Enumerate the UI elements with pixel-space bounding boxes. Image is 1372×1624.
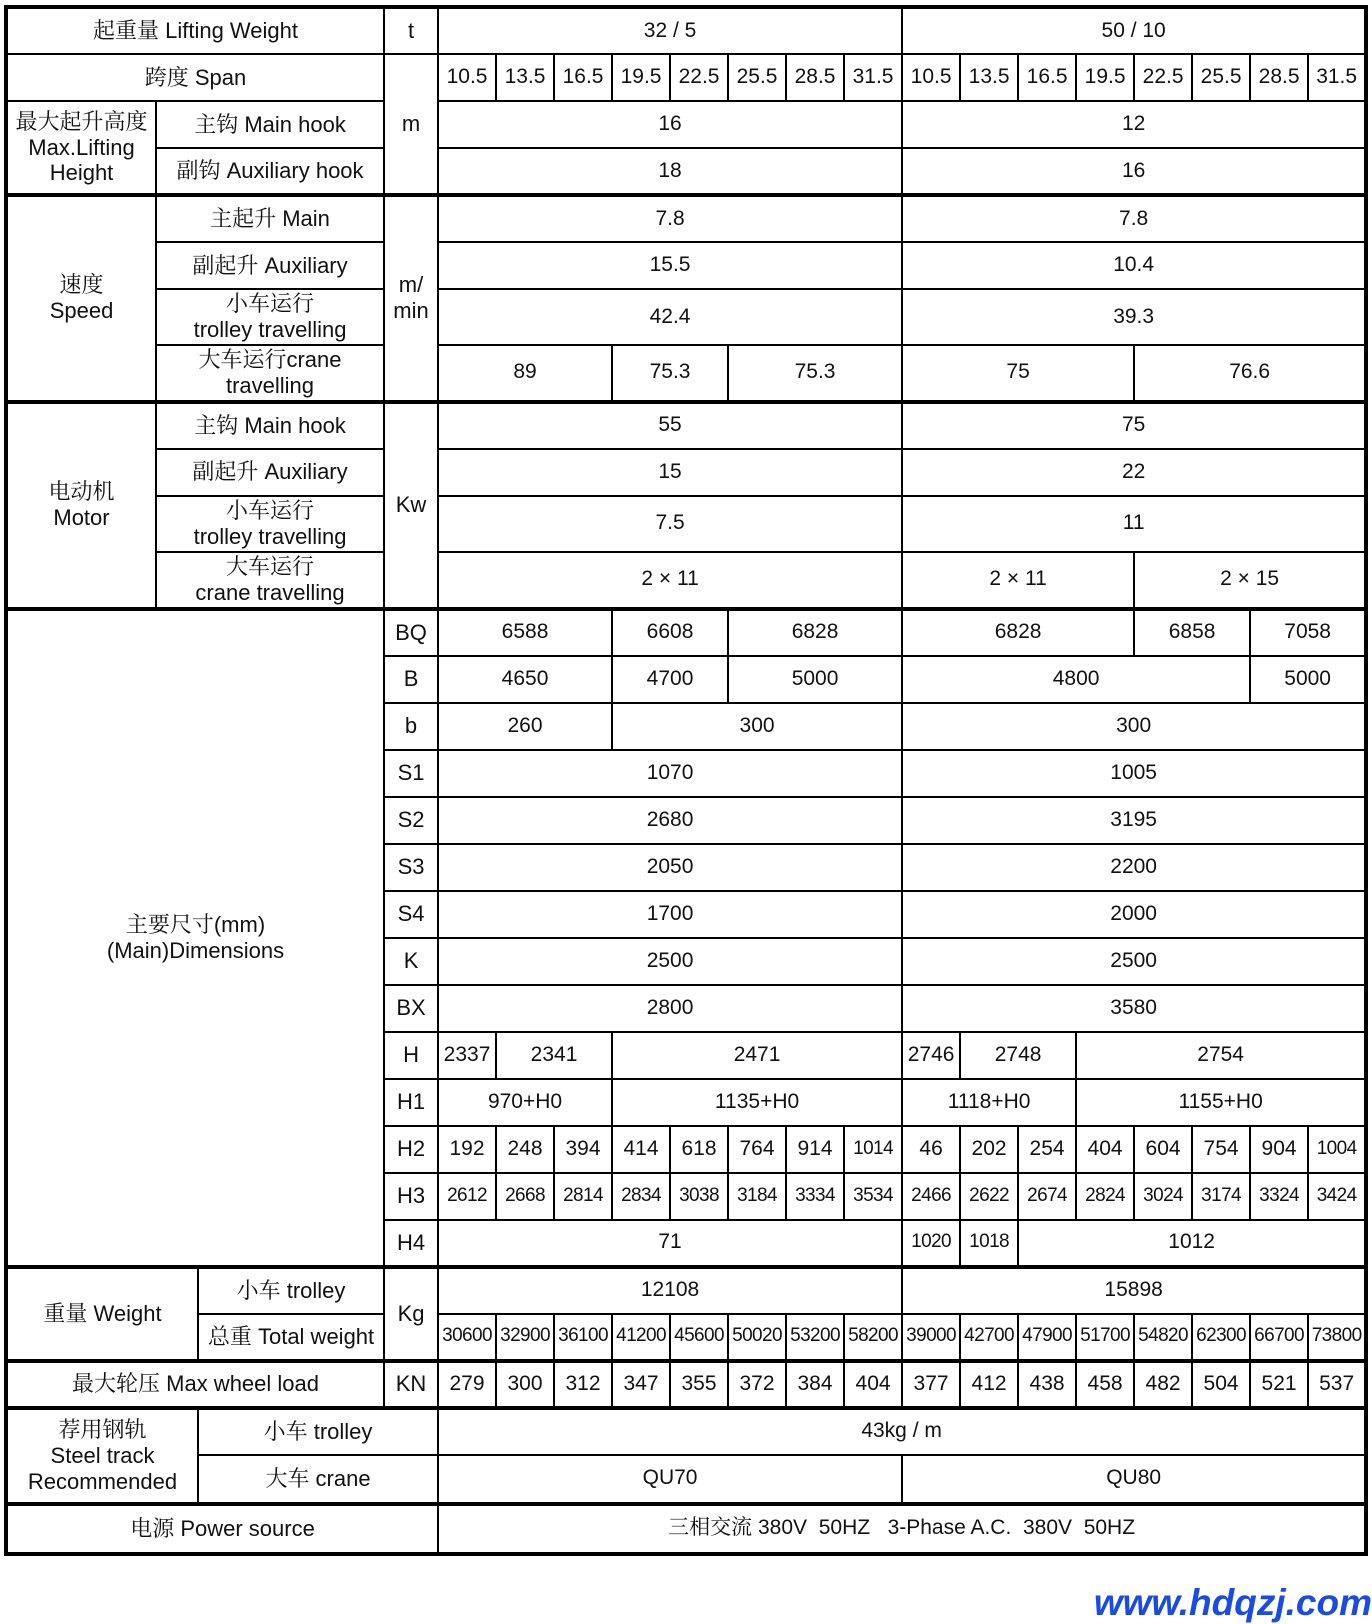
- spec-value-cell: 43kg / m: [438, 1408, 1366, 1455]
- spec-value-cell: 12: [902, 101, 1366, 148]
- spec-label-cell: 主要尺寸(mm) (Main)Dimensions: [6, 609, 384, 1267]
- spec-value-cell: 5000: [1250, 656, 1366, 703]
- spec-value-cell: 71: [438, 1220, 902, 1267]
- spec-value-cell: 16: [902, 148, 1366, 195]
- spec-value-cell: 1135+H0: [612, 1079, 902, 1126]
- spec-value-cell: 2668: [496, 1173, 554, 1220]
- spec-label-cell: H1: [384, 1079, 438, 1126]
- spec-value-cell: 1004: [1308, 1126, 1366, 1173]
- spec-value-cell: 2800: [438, 985, 902, 1032]
- spec-value-cell: 2814: [554, 1173, 612, 1220]
- spec-value-cell: 58200: [844, 1314, 902, 1361]
- spec-value-cell: 6588: [438, 609, 612, 656]
- spec-value-cell: 89: [438, 345, 612, 402]
- spec-value-cell: 11: [902, 496, 1366, 552]
- spec-value-cell: 22.5: [1134, 54, 1192, 101]
- spec-label-cell: H2: [384, 1126, 438, 1173]
- spec-value-cell: 16.5: [554, 54, 612, 101]
- spec-value-cell: 202: [960, 1126, 1018, 1173]
- spec-label-cell: 重量 Weight: [6, 1267, 198, 1361]
- spec-value-cell: 6828: [902, 609, 1134, 656]
- spec-value-cell: 2466: [902, 1173, 960, 1220]
- spec-value-cell: 22.5: [670, 54, 728, 101]
- spec-value-cell: 15: [438, 449, 902, 496]
- spec-value-cell: 7.5: [438, 496, 902, 552]
- spec-value-cell: 13.5: [496, 54, 554, 101]
- spec-value-cell: 2746: [902, 1032, 960, 1079]
- spec-value-cell: 1070: [438, 750, 902, 797]
- spec-label-cell: 电源 Power source: [6, 1504, 438, 1554]
- spec-value-cell: 2341: [496, 1032, 612, 1079]
- spec-value-cell: 377: [902, 1361, 960, 1408]
- spec-value-cell: 1018: [960, 1220, 1018, 1267]
- spec-value-cell: 6608: [612, 609, 728, 656]
- spec-value-cell: 754: [1192, 1126, 1250, 1173]
- spec-value-cell: 19.5: [612, 54, 670, 101]
- spec-value-cell: 3024: [1134, 1173, 1192, 1220]
- spec-label-cell: Kw: [384, 402, 438, 609]
- spec-value-cell: 618: [670, 1126, 728, 1173]
- spec-value-cell: 404: [1076, 1126, 1134, 1173]
- spec-label-cell: m/ min: [384, 195, 438, 402]
- spec-value-cell: 32 / 5: [438, 7, 902, 54]
- spec-value-cell: 3534: [844, 1173, 902, 1220]
- spec-value-cell: 7.8: [902, 195, 1366, 242]
- spec-value-cell: 6828: [728, 609, 902, 656]
- spec-value-cell: 41200: [612, 1314, 670, 1361]
- spec-label-cell: 主钩 Main hook: [156, 101, 384, 148]
- spec-value-cell: 47900: [1018, 1314, 1076, 1361]
- spec-label-cell: 起重量 Lifting Weight: [6, 7, 384, 54]
- spec-value-cell: 384: [786, 1361, 844, 1408]
- spec-value-cell: 66700: [1250, 1314, 1308, 1361]
- spec-label-cell: S4: [384, 891, 438, 938]
- spec-value-cell: QU80: [902, 1455, 1366, 1504]
- spec-value-cell: 3424: [1308, 1173, 1366, 1220]
- spec-label-cell: S2: [384, 797, 438, 844]
- spec-value-cell: 248: [496, 1126, 554, 1173]
- spec-value-cell: 300: [902, 703, 1366, 750]
- spec-value-cell: 16: [438, 101, 902, 148]
- spec-value-cell: 2 × 15: [1134, 552, 1366, 609]
- spec-label-cell: 副钩 Auxiliary hook: [156, 148, 384, 195]
- spec-value-cell: 10.5: [902, 54, 960, 101]
- spec-value-cell: 75: [902, 402, 1366, 449]
- spec-value-cell: 13.5: [960, 54, 1018, 101]
- spec-value-cell: 51700: [1076, 1314, 1134, 1361]
- spec-value-cell: 53200: [786, 1314, 844, 1361]
- spec-value-cell: 2612: [438, 1173, 496, 1220]
- spec-value-cell: 2674: [1018, 1173, 1076, 1220]
- spec-value-cell: 764: [728, 1126, 786, 1173]
- spec-value-cell: 46: [902, 1126, 960, 1173]
- spec-value-cell: 32900: [496, 1314, 554, 1361]
- spec-value-cell: 1020: [902, 1220, 960, 1267]
- spec-value-cell: 312: [554, 1361, 612, 1408]
- spec-value-cell: 2471: [612, 1032, 902, 1079]
- spec-value-cell: 42.4: [438, 289, 902, 345]
- spec-value-cell: 7058: [1250, 609, 1366, 656]
- spec-value-cell: 3324: [1250, 1173, 1308, 1220]
- spec-value-cell: 2748: [960, 1032, 1076, 1079]
- spec-value-cell: 28.5: [1250, 54, 1308, 101]
- spec-value-cell: 39.3: [902, 289, 1366, 345]
- spec-label-cell: 副起升 Auxiliary: [156, 449, 384, 496]
- spec-value-cell: 73800: [1308, 1314, 1366, 1361]
- spec-value-cell: 50020: [728, 1314, 786, 1361]
- crane-spec-sheet: [4, 5, 1368, 1556]
- spec-value-cell: 2622: [960, 1173, 1018, 1220]
- spec-value-cell: 39000: [902, 1314, 960, 1361]
- spec-value-cell: 412: [960, 1361, 1018, 1408]
- spec-value-cell: 19.5: [1076, 54, 1134, 101]
- spec-tbody: [6, 7, 1366, 1554]
- spec-value-cell: 31.5: [1308, 54, 1366, 101]
- spec-value-cell: 904: [1250, 1126, 1308, 1173]
- spec-value-cell: 347: [612, 1361, 670, 1408]
- spec-value-cell: 2 × 11: [438, 552, 902, 609]
- spec-label-cell: KN: [384, 1361, 438, 1408]
- spec-value-cell: 76.6: [1134, 345, 1366, 402]
- spec-value-cell: 2754: [1076, 1032, 1366, 1079]
- watermark-link[interactable]: www.hdqzj.com: [1093, 1582, 1372, 1623]
- spec-value-cell: 4700: [612, 656, 728, 703]
- spec-value-cell: 75.3: [728, 345, 902, 402]
- spec-value-cell: 10.4: [902, 242, 1366, 289]
- spec-value-cell: 2200: [902, 844, 1366, 891]
- spec-label-cell: t: [384, 7, 438, 54]
- spec-label-cell: B: [384, 656, 438, 703]
- spec-value-cell: 372: [728, 1361, 786, 1408]
- spec-value-cell: 2337: [438, 1032, 496, 1079]
- spec-label-cell: S3: [384, 844, 438, 891]
- spec-value-cell: 3334: [786, 1173, 844, 1220]
- spec-value-cell: 254: [1018, 1126, 1076, 1173]
- spec-value-cell: 482: [1134, 1361, 1192, 1408]
- spec-label-cell: 小车 trolley: [198, 1267, 384, 1314]
- spec-value-cell: 521: [1250, 1361, 1308, 1408]
- spec-label-cell: 小车运行 trolley travelling: [156, 496, 384, 552]
- spec-value-cell: 6858: [1134, 609, 1250, 656]
- spec-value-cell: 28.5: [786, 54, 844, 101]
- spec-value-cell: 3580: [902, 985, 1366, 1032]
- spec-value-cell: 1012: [1018, 1220, 1366, 1267]
- spec-value-cell: QU70: [438, 1455, 902, 1504]
- spec-label-cell: 小车 trolley: [198, 1408, 438, 1455]
- spec-value-cell: 355: [670, 1361, 728, 1408]
- spec-value-cell: 31.5: [844, 54, 902, 101]
- spec-value-cell: 458: [1076, 1361, 1134, 1408]
- spec-value-cell: 45600: [670, 1314, 728, 1361]
- spec-value-cell: 10.5: [438, 54, 496, 101]
- spec-value-cell: 2 × 11: [902, 552, 1134, 609]
- spec-value-cell: 1014: [844, 1126, 902, 1173]
- spec-label-cell: 电动机 Motor: [6, 402, 156, 609]
- spec-value-cell: 16.5: [1018, 54, 1076, 101]
- spec-value-cell: 15.5: [438, 242, 902, 289]
- spec-value-cell: 4800: [902, 656, 1250, 703]
- spec-value-cell: 2834: [612, 1173, 670, 1220]
- spec-label-cell: 最大轮压 Max wheel load: [6, 1361, 384, 1408]
- spec-value-cell: 970+H0: [438, 1079, 612, 1126]
- spec-value-cell: 1005: [902, 750, 1366, 797]
- spec-value-cell: 504: [1192, 1361, 1250, 1408]
- spec-value-cell: 604: [1134, 1126, 1192, 1173]
- spec-value-cell: 2000: [902, 891, 1366, 938]
- spec-label-cell: 副起升 Auxiliary: [156, 242, 384, 289]
- spec-label-cell: 最大起升高度 Max.Lifting Height: [6, 101, 156, 195]
- spec-value-cell: 279: [438, 1361, 496, 1408]
- spec-value-cell: 3195: [902, 797, 1366, 844]
- spec-label-cell: 速度 Speed: [6, 195, 156, 402]
- spec-label-cell: Kg: [384, 1267, 438, 1361]
- spec-label-cell: b: [384, 703, 438, 750]
- spec-value-cell: 1700: [438, 891, 902, 938]
- spec-value-cell: 62300: [1192, 1314, 1250, 1361]
- spec-value-cell: 75: [902, 345, 1134, 402]
- spec-value-cell: 3038: [670, 1173, 728, 1220]
- spec-value-cell: 15898: [902, 1267, 1366, 1314]
- spec-value-cell: 3174: [1192, 1173, 1250, 1220]
- spec-label-cell: 跨度 Span: [6, 54, 384, 101]
- spec-label-cell: K: [384, 938, 438, 985]
- spec-value-cell: 4650: [438, 656, 612, 703]
- spec-value-cell: 537: [1308, 1361, 1366, 1408]
- spec-value-cell: 2500: [438, 938, 902, 985]
- spec-label-cell: BX: [384, 985, 438, 1032]
- spec-value-cell: 36100: [554, 1314, 612, 1361]
- spec-label-cell: 主起升 Main: [156, 195, 384, 242]
- spec-label-cell: 小车运行 trolley travelling: [156, 289, 384, 345]
- spec-value-cell: 42700: [960, 1314, 1018, 1361]
- spec-label-cell: 大车运行crane travelling: [156, 345, 384, 402]
- spec-label-cell: 大车运行 crane travelling: [156, 552, 384, 609]
- spec-value-cell: 54820: [1134, 1314, 1192, 1361]
- spec-value-cell: 75.3: [612, 345, 728, 402]
- spec-value-cell: 25.5: [728, 54, 786, 101]
- spec-label-cell: H4: [384, 1220, 438, 1267]
- spec-value-cell: 50 / 10: [902, 7, 1366, 54]
- spec-value-cell: 2824: [1076, 1173, 1134, 1220]
- spec-value-cell: 1155+H0: [1076, 1079, 1366, 1126]
- spec-value-cell: 394: [554, 1126, 612, 1173]
- spec-value-cell: 22: [902, 449, 1366, 496]
- spec-value-cell: 260: [438, 703, 612, 750]
- spec-label-cell: BQ: [384, 609, 438, 656]
- spec-value-cell: 5000: [728, 656, 902, 703]
- spec-value-cell: 404: [844, 1361, 902, 1408]
- spec-value-cell: 2050: [438, 844, 902, 891]
- spec-value-cell: 300: [496, 1361, 554, 1408]
- spec-label-cell: 主钩 Main hook: [156, 402, 384, 449]
- spec-value-cell: 2500: [902, 938, 1366, 985]
- spec-value-cell: 25.5: [1192, 54, 1250, 101]
- crane-spec-table: [4, 5, 1368, 1556]
- spec-value-cell: 438: [1018, 1361, 1076, 1408]
- spec-value-cell: 1118+H0: [902, 1079, 1076, 1126]
- spec-value-cell: 192: [438, 1126, 496, 1173]
- spec-label-cell: H: [384, 1032, 438, 1079]
- spec-value-cell: 18: [438, 148, 902, 195]
- spec-value-cell: 55: [438, 402, 902, 449]
- spec-value-cell: 三相交流 380V 50HZ 3-Phase A.C. 380V 50HZ: [438, 1504, 1366, 1554]
- spec-label-cell: 总重 Total weight: [198, 1314, 384, 1361]
- spec-label-cell: 大车 crane: [198, 1455, 438, 1504]
- spec-label-cell: H3: [384, 1173, 438, 1220]
- spec-value-cell: 300: [612, 703, 902, 750]
- spec-value-cell: 914: [786, 1126, 844, 1173]
- spec-value-cell: 3184: [728, 1173, 786, 1220]
- spec-value-cell: 414: [612, 1126, 670, 1173]
- spec-label-cell: 荐用钢轨 Steel track Recommended: [6, 1408, 198, 1504]
- spec-value-cell: 30600: [438, 1314, 496, 1361]
- spec-value-cell: 12108: [438, 1267, 902, 1314]
- spec-value-cell: 2680: [438, 797, 902, 844]
- spec-label-cell: S1: [384, 750, 438, 797]
- spec-label-cell: m: [384, 54, 438, 195]
- spec-value-cell: 7.8: [438, 195, 902, 242]
